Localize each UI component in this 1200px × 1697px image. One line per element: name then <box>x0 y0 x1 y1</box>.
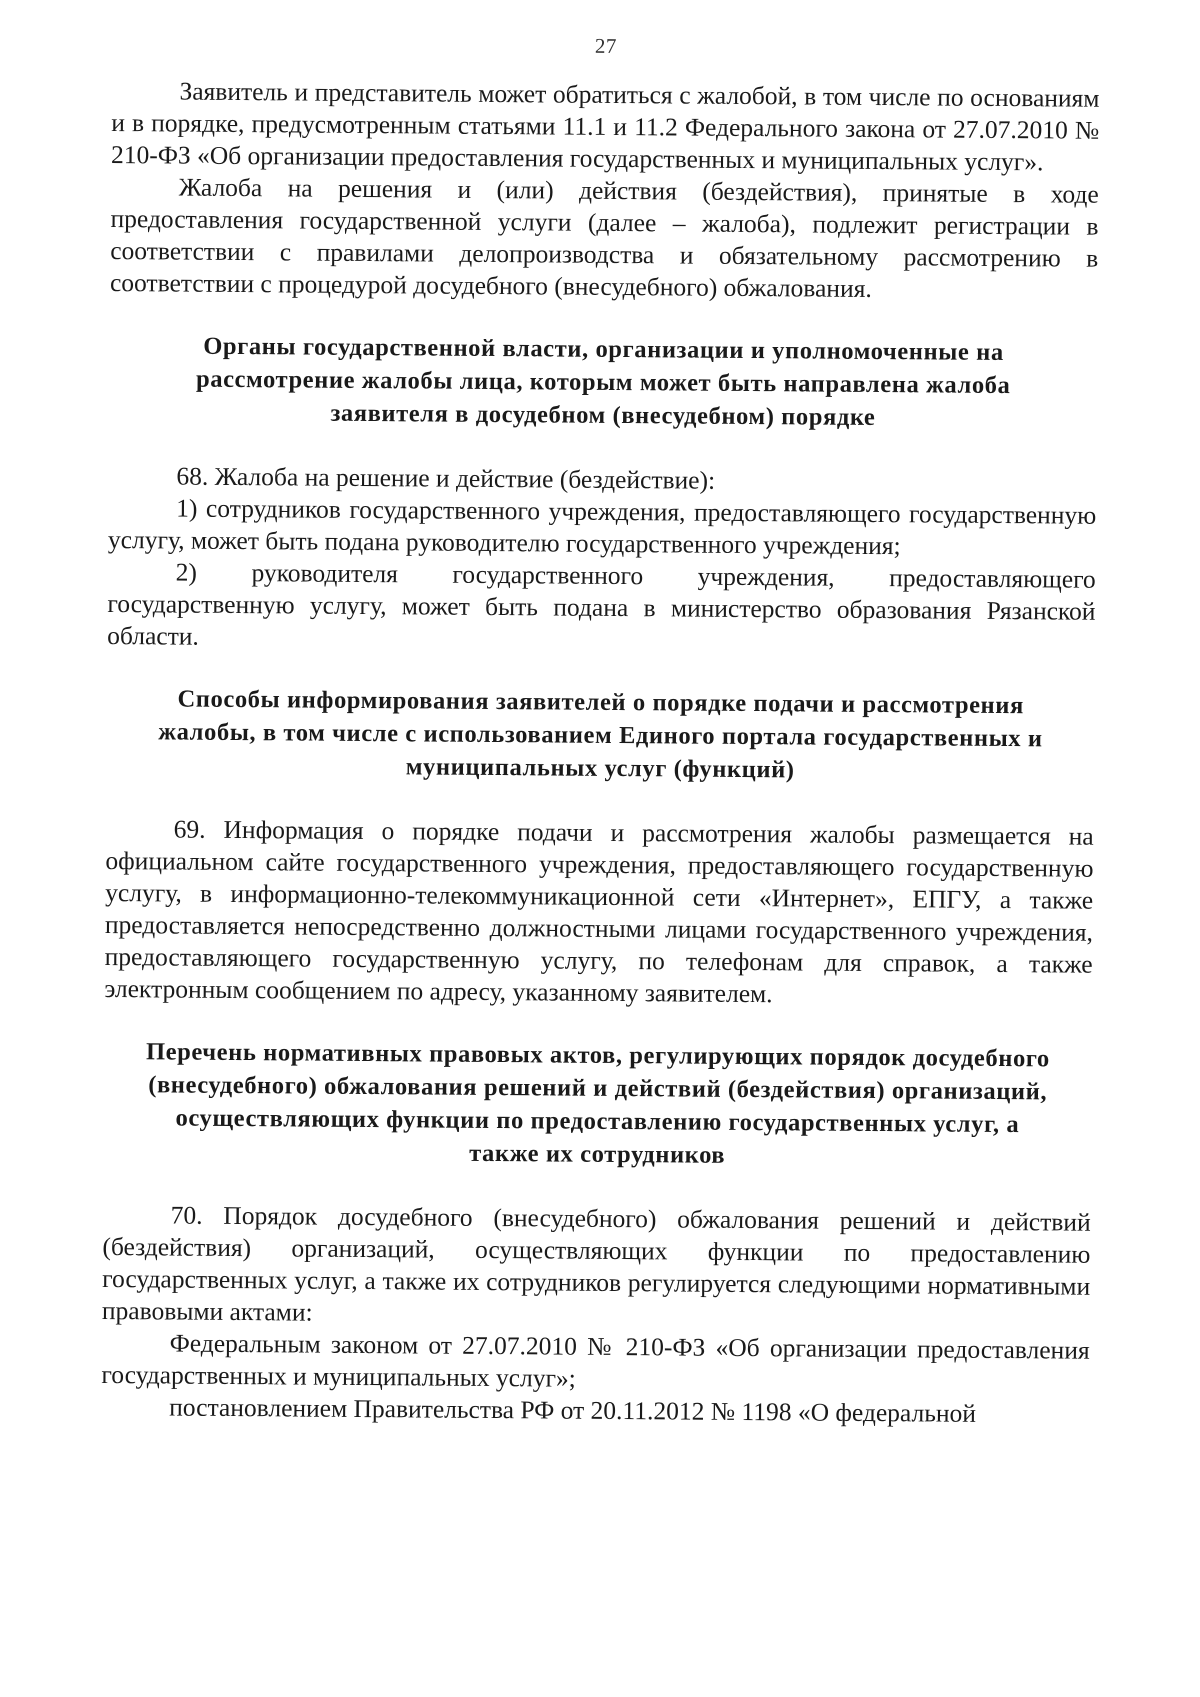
paragraph: постановлением Правительства РФ от 20.11.2012 № 1198 «О федеральной <box>169 1392 977 1428</box>
section-68 <box>107 460 1096 660</box>
document-page <box>101 30 1100 1431</box>
paragraph: 68. Жалоба на решение и действие (бездействие): <box>176 461 716 495</box>
section-heading-authorities: Органы государственной власти, организации и уполномоченные на рассмотрение жалобы лица, которым может быть направлена жалоба заявителя в досудебном (внесудебном) порядке <box>195 332 1011 432</box>
paragraph: Заявитель и представитель может обратиться с жалобой, в том числе по основаниям и в порядке, предусмотренным статьями 11.1 и 11.2 Федерального закона от 27.07.2010 № 210-ФЗ «Об организации предоставления государственных и муниципальных услуг». <box>110 76 1100 177</box>
paragraph: 2) руководителя государственного учреждения, предоставляющего государственную услугу, может быть подана в министерство образования Рязанской области. <box>107 557 1096 651</box>
page-number: 27 <box>594 33 617 58</box>
paragraph: 1) сотрудников государственного учреждения, предоставляющего государственную услугу, может быть подана руководителю государственного учреждения; <box>107 493 1097 561</box>
paragraph: Федеральным законом от 27.07.2010 № 210-ФЗ «Об организации предоставления государственных и муниципальных услуг»; <box>101 1328 1090 1393</box>
paragraph: 69. Информация о порядке подачи и рассмотрения жалобы размещается на официальном сайте государственного учреждения, предоставляющего государственную услугу, в информационно-телекоммуникационной сети «Интернет», ЕПГУ, а также предоставляется непосредственно должностными лицами государственного учреждения, предоставляющего государственную услугу, по телефонам для справок, а также электронным сообщением по адресу, указанному заявителем. <box>104 814 1094 1009</box>
section-heading-regulations: Перечень нормативных правовых актов, регулирующих порядок досудебного (внесудебного) обжалования решений и действий (бездействия) организаций, осуществляющих функции по предоставлению государственных услуг, а также их сотрудников <box>145 1038 1050 1169</box>
intro-block <box>110 75 1100 307</box>
paragraph: 70. Порядок досудебного (внесудебного) обжалования решений и действий (бездействия) организаций, осуществляющих функции по предоставлению государственных услуг, а также их сотрудников регулируется следующими нормативными правовыми актами: <box>101 1200 1091 1327</box>
section-heading-informing: Способы информирования заявителей о порядке подачи и рассмотрения жалобы, в том числе с использованием Единого портала государственных и муниципальных услуг (функций) <box>158 685 1043 784</box>
paragraph: Жалоба на решения и (или) действия (бездействия), принятые в ходе предоставления государственной услуги (далее – жалоба), подлежит регистрации в соответствии с правилами делопроизводства и обязательному рассмотрению в соответствии с процедурой досудебного (внесудебного) обжалования. <box>109 172 1099 303</box>
section-70 <box>101 1199 1091 1431</box>
section-69 <box>104 813 1093 1013</box>
